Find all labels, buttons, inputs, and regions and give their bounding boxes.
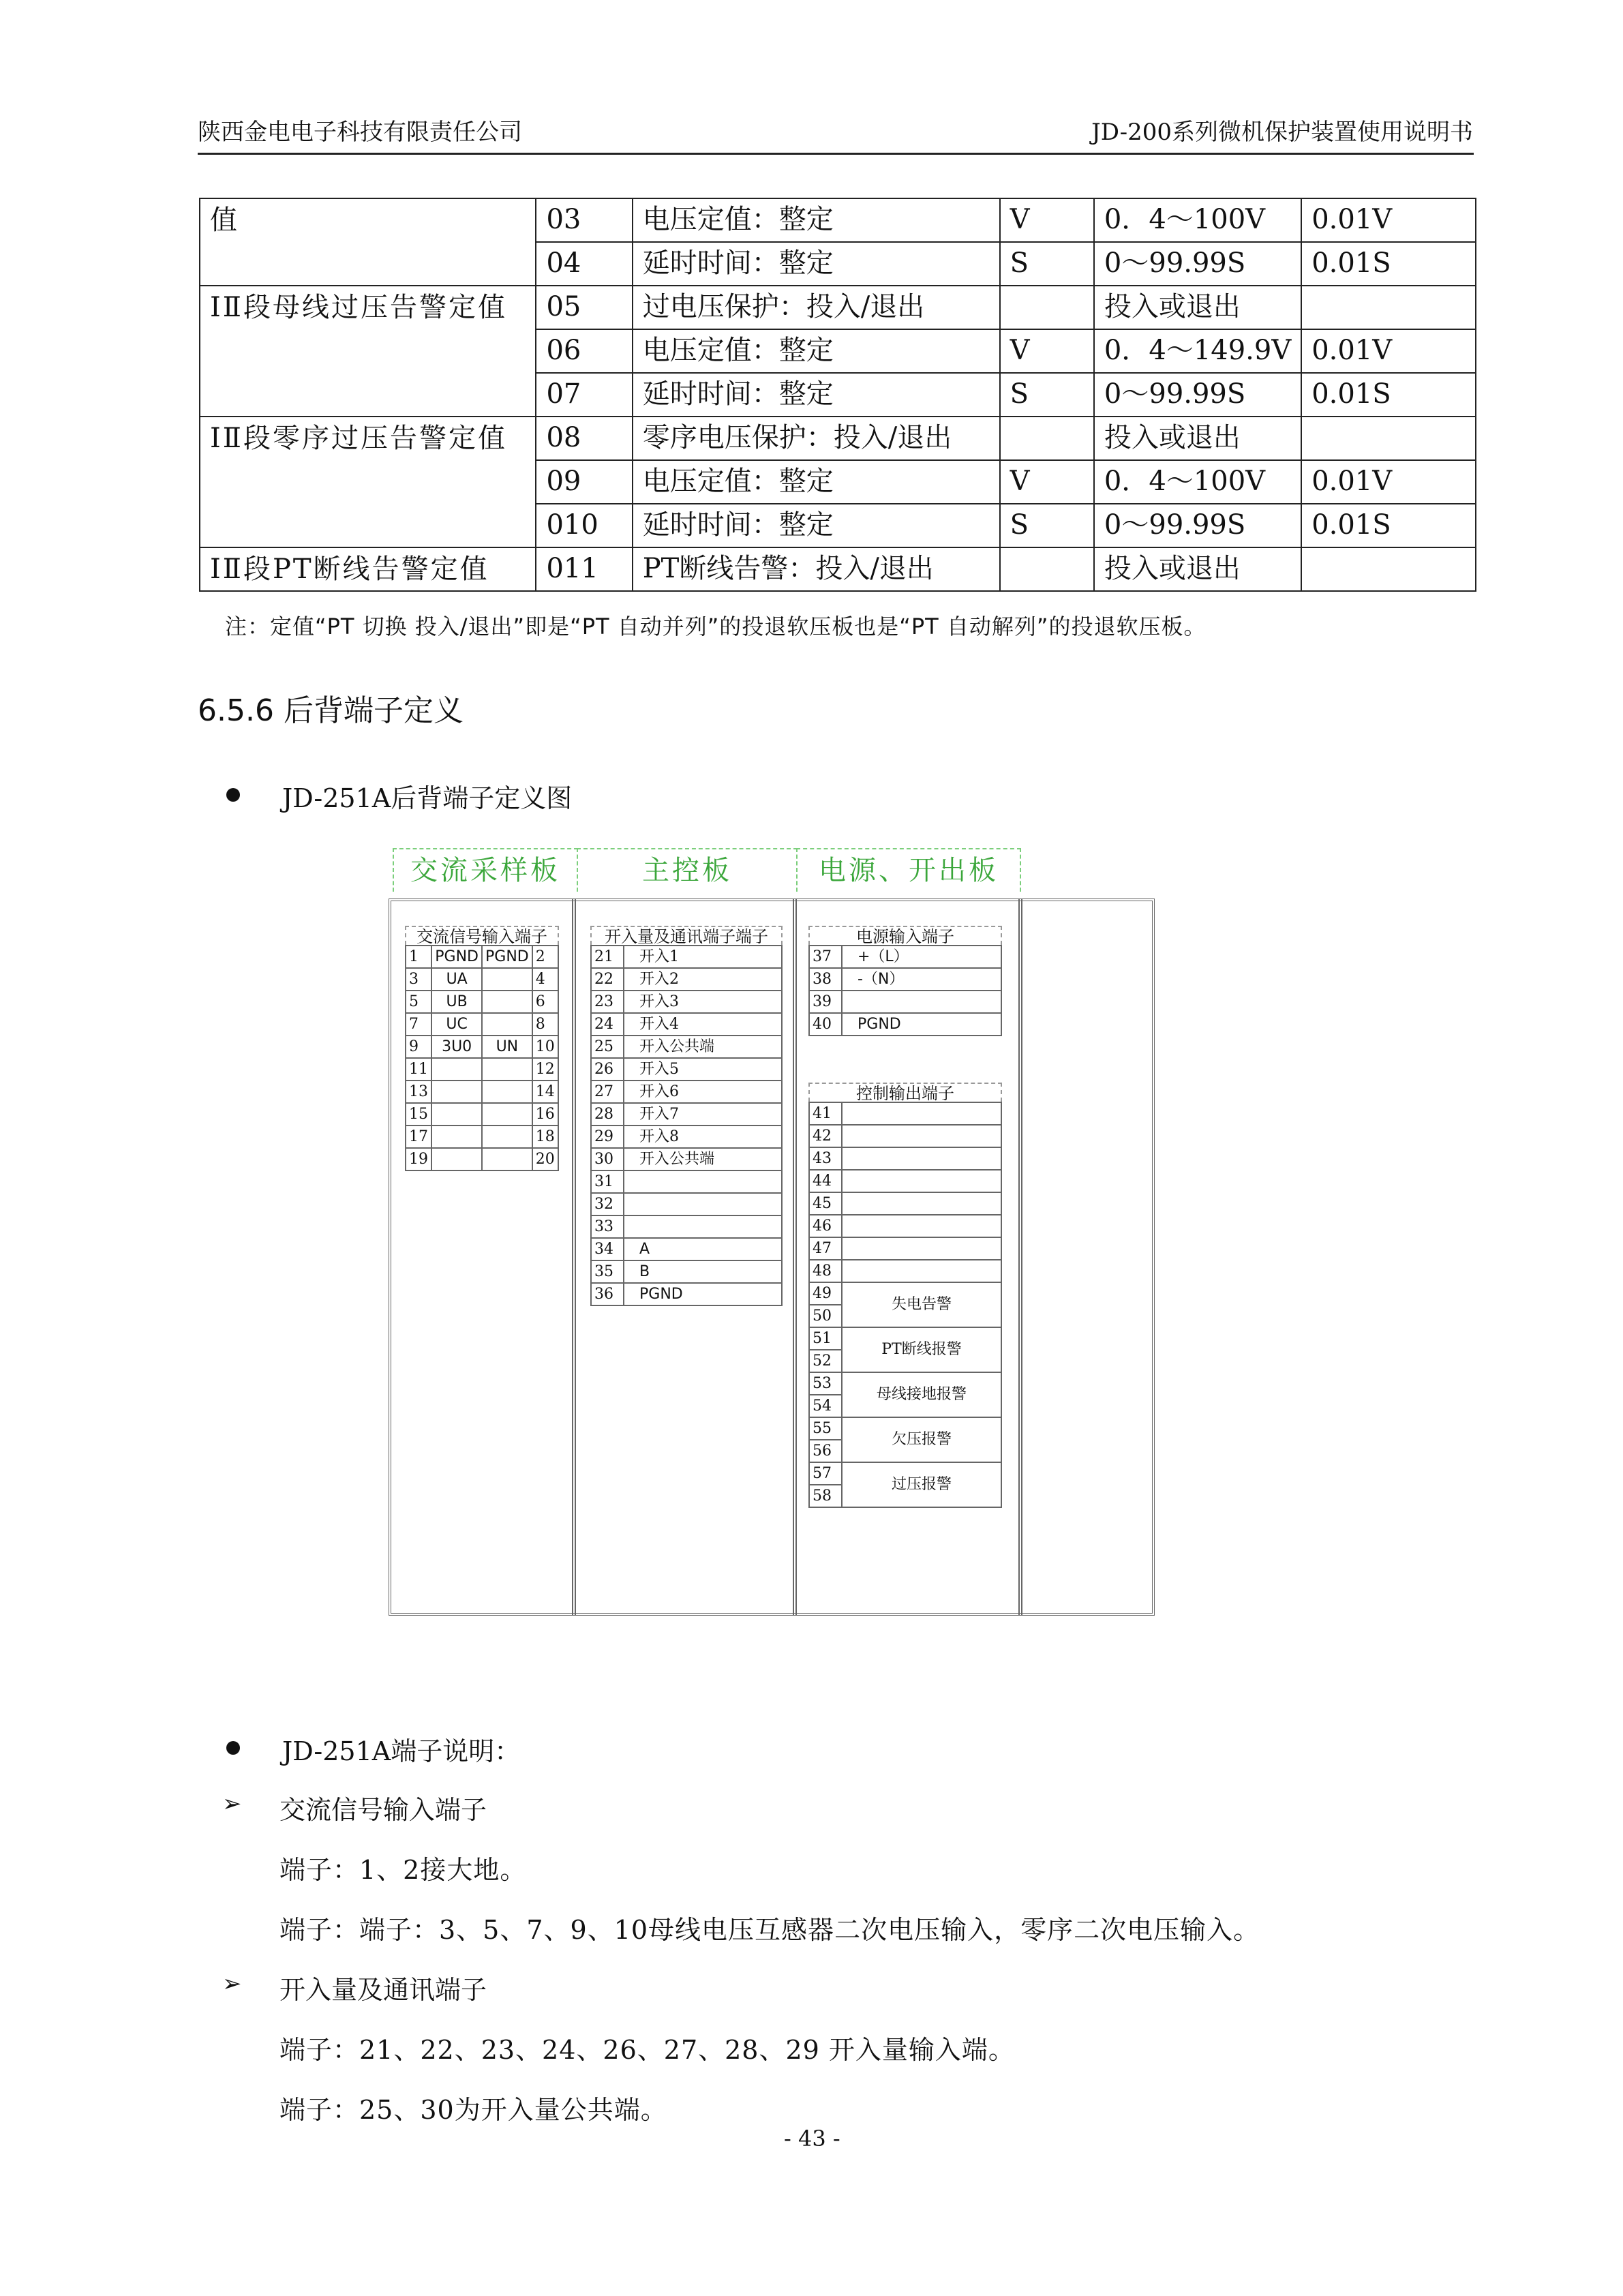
terminal-signal — [431, 1148, 482, 1170]
terminal-row — [809, 1372, 1001, 1395]
terminal-row — [591, 1148, 782, 1170]
terminal-number: 10 — [532, 1036, 558, 1058]
setting-unit: V — [1000, 329, 1094, 373]
terminal-description — [842, 1125, 1001, 1147]
terminal-number: 41 — [809, 1102, 842, 1125]
terminal-row — [809, 1260, 1001, 1282]
setting-group: ⅠⅡ段零序过压告警定值 — [200, 417, 536, 547]
terminal-description — [842, 1215, 1001, 1237]
terminal-description: +（L） — [842, 946, 1001, 968]
terminal-description: -（N） — [842, 968, 1001, 991]
setting-group: ⅠⅡ段PT断线告警定值 — [200, 547, 536, 591]
terminal-number: 35 — [591, 1260, 624, 1283]
terminal-signal: UC — [431, 1013, 482, 1036]
setting-step — [1301, 547, 1476, 591]
terminal-number: 6 — [532, 991, 558, 1013]
setting-range: 投入或退出 — [1094, 547, 1301, 591]
terminal-number: 48 — [809, 1260, 842, 1282]
control-output-terminals — [808, 1102, 1002, 1508]
setting-range: 0～99.99S — [1094, 242, 1301, 286]
subheading-io-comm: 开入量及通讯端子 — [279, 1975, 487, 2005]
setting-item: PT断线告警：投入/退出 — [633, 547, 1000, 591]
paragraph: 端子：1、2接大地。 — [279, 1855, 527, 1885]
setting-unit: V — [1000, 460, 1094, 504]
terminal-signal — [431, 1103, 482, 1126]
setting-item: 延时时间：整定 — [633, 504, 1000, 547]
terminal-row — [809, 1237, 1001, 1260]
terminal-number: 53 — [809, 1372, 842, 1395]
setting-code: 09 — [536, 460, 632, 504]
terminal-description: 开入2 — [624, 968, 782, 991]
paragraph: 端子：25、30为开入量公共端。 — [279, 2095, 667, 2125]
setting-item: 零序电压保护：投入/退出 — [633, 417, 1000, 460]
setting-group: 值 — [200, 198, 536, 286]
terminal-row — [591, 991, 782, 1013]
terminal-signal: UA — [431, 968, 482, 991]
terminal-number: 43 — [809, 1147, 842, 1170]
setting-item: 电压定值：整定 — [633, 198, 1000, 242]
setting-item: 延时时间：整定 — [633, 242, 1000, 286]
terminal-row — [591, 1238, 782, 1260]
section-title: 6.5.6 后背端子定义 — [198, 693, 464, 728]
terminal-number: 26 — [591, 1058, 624, 1081]
setting-item: 电压定值：整定 — [633, 329, 1000, 373]
terminal-description — [842, 1192, 1001, 1215]
terminal-description — [842, 1147, 1001, 1170]
terminal-number: 36 — [591, 1283, 624, 1305]
setting-group: ⅠⅡ段母线过压告警定值 — [200, 286, 536, 417]
terminal-row — [591, 1103, 782, 1126]
terminal-number: 5 — [406, 991, 431, 1013]
terminal-number: 44 — [809, 1170, 842, 1192]
terminal-row — [809, 1147, 1001, 1170]
terminal-row — [809, 1417, 1001, 1440]
terminal-number: 54 — [809, 1395, 842, 1417]
terminal-number: 31 — [591, 1170, 624, 1193]
board-label-power: 电源、开出板 — [796, 848, 1021, 892]
setting-code: 04 — [536, 242, 632, 286]
table-row — [200, 286, 1476, 329]
terminal-number: 12 — [532, 1058, 558, 1081]
control-output-title: 控制输出端子 — [808, 1083, 1002, 1102]
terminal-row — [809, 1192, 1001, 1215]
ac-input-title: 交流信号输入端子 — [405, 926, 559, 945]
terminal-row — [591, 946, 782, 968]
terminal-description — [624, 1193, 782, 1215]
power-input-title: 电源输入端子 — [808, 926, 1002, 945]
setting-code: 010 — [536, 504, 632, 547]
terminal-description: 开入公共端 — [624, 1036, 782, 1058]
terminal-number: 9 — [406, 1036, 431, 1058]
setting-step: 0.01V — [1301, 460, 1476, 504]
terminal-number: 33 — [591, 1215, 624, 1238]
setting-range: 0～99.99S — [1094, 504, 1301, 547]
terminal-number: 42 — [809, 1125, 842, 1147]
board-divider — [793, 898, 797, 1616]
terminal-number: 29 — [591, 1126, 624, 1148]
terminal-description: B — [624, 1260, 782, 1283]
board-label-ac: 交流采样板 — [393, 848, 578, 892]
board-divider — [1018, 898, 1022, 1616]
terminal-row — [809, 1462, 1001, 1485]
arrow-icon: ➢ — [222, 1970, 242, 1997]
terminal-signal — [482, 968, 532, 991]
terminal-row — [406, 1013, 558, 1036]
setting-range: 0．4～100V — [1094, 460, 1301, 504]
board-divider — [572, 898, 576, 1616]
setting-range: 0．4～100V — [1094, 198, 1301, 242]
terminal-row — [809, 1125, 1001, 1147]
terminal-number: 20 — [532, 1148, 558, 1170]
terminal-description: 欠压报警 — [842, 1417, 1001, 1462]
terminal-row — [406, 1081, 558, 1103]
terminal-row — [591, 1215, 782, 1238]
setting-code: 06 — [536, 329, 632, 373]
table-row — [200, 547, 1476, 591]
terminal-number: 4 — [532, 968, 558, 991]
terminal-number: 51 — [809, 1327, 842, 1350]
terminal-signal — [431, 1126, 482, 1148]
terminal-signal: PGND — [482, 946, 532, 968]
terminal-row — [809, 991, 1001, 1013]
setting-unit: V — [1000, 198, 1094, 242]
terminal-row — [406, 991, 558, 1013]
setting-step — [1301, 417, 1476, 460]
terminal-row — [809, 946, 1001, 968]
terminal-number: 19 — [406, 1148, 431, 1170]
header-divider — [198, 153, 1474, 155]
terminal-number: 49 — [809, 1282, 842, 1305]
terminal-number: 57 — [809, 1462, 842, 1485]
terminal-signal: UN — [482, 1036, 532, 1058]
setting-code: 05 — [536, 286, 632, 329]
terminal-signal — [482, 1103, 532, 1126]
terminal-number: 18 — [532, 1126, 558, 1148]
table-row — [200, 198, 1476, 242]
setting-unit — [1000, 547, 1094, 591]
terminal-number: 15 — [406, 1103, 431, 1126]
setting-code: 07 — [536, 373, 632, 417]
terminal-description: A — [624, 1238, 782, 1260]
setting-unit — [1000, 417, 1094, 460]
terminal-description: 开入公共端 — [624, 1148, 782, 1170]
terminal-number: 46 — [809, 1215, 842, 1237]
terminal-row — [809, 1215, 1001, 1237]
header-company: 陕西金电电子科技有限责任公司 — [198, 119, 522, 146]
terminal-signal — [431, 1058, 482, 1081]
setting-range: 投入或退出 — [1094, 417, 1301, 460]
io-comm-title: 开入量及通讯端子端子 — [590, 926, 783, 945]
terminal-description: 开入6 — [624, 1081, 782, 1103]
terminal-row — [591, 1013, 782, 1036]
setting-unit: S — [1000, 373, 1094, 417]
terminal-number: 8 — [532, 1013, 558, 1036]
paragraph: 端子：端子：3、5、7、9、10母线电压互感器二次电压输入，零序二次电压输入。 — [279, 1915, 1260, 1945]
terminal-number: 45 — [809, 1192, 842, 1215]
terminal-row — [406, 946, 558, 968]
terminal-row — [809, 1170, 1001, 1192]
terminal-row — [406, 968, 558, 991]
terminal-number: 17 — [406, 1126, 431, 1148]
arrow-icon: ➢ — [222, 1790, 242, 1817]
terminal-number: 7 — [406, 1013, 431, 1036]
terminal-number: 28 — [591, 1103, 624, 1126]
terminal-number: 50 — [809, 1305, 842, 1327]
terminal-description: 开入8 — [624, 1126, 782, 1148]
table-note: 注：定值“PT 切换 投入/退出”即是“PT 自动并列”的投退软压板也是“PT 自动解列”的投退软压板。 — [225, 614, 1207, 639]
terminal-number: 21 — [591, 946, 624, 968]
terminal-row — [406, 1148, 558, 1170]
terminal-number: 32 — [591, 1193, 624, 1215]
setting-code: 011 — [536, 547, 632, 591]
terminal-description — [624, 1170, 782, 1193]
terminal-signal — [482, 1058, 532, 1081]
terminal-number: 37 — [809, 946, 842, 968]
terminal-number: 47 — [809, 1237, 842, 1260]
terminal-number: 40 — [809, 1013, 842, 1036]
terminal-description — [842, 991, 1001, 1013]
terminal-row — [809, 1282, 1001, 1305]
terminal-number: 55 — [809, 1417, 842, 1440]
setting-range: 0～99.99S — [1094, 373, 1301, 417]
terminal-number: 58 — [809, 1485, 842, 1507]
terminal-number: 13 — [406, 1081, 431, 1103]
terminal-description: 开入3 — [624, 991, 782, 1013]
terminal-number: 27 — [591, 1081, 624, 1103]
terminal-number: 3 — [406, 968, 431, 991]
terminal-description: PGND — [842, 1013, 1001, 1036]
terminal-number: 25 — [591, 1036, 624, 1058]
setting-item: 电压定值：整定 — [633, 460, 1000, 504]
board-label-main: 主控板 — [577, 848, 798, 892]
power-input-terminals — [808, 945, 1002, 1036]
terminal-row — [809, 1013, 1001, 1036]
terminal-description: 开入7 — [624, 1103, 782, 1126]
setting-unit: S — [1000, 504, 1094, 547]
terminal-number: 2 — [532, 946, 558, 968]
setting-code: 08 — [536, 417, 632, 460]
setting-unit — [1000, 286, 1094, 329]
terminal-signal — [482, 1081, 532, 1103]
setting-step: 0.01S — [1301, 242, 1476, 286]
terminal-number: 34 — [591, 1238, 624, 1260]
terminal-number: 39 — [809, 991, 842, 1013]
terminal-signal: 3U0 — [431, 1036, 482, 1058]
terminal-row — [591, 1058, 782, 1081]
terminal-description: 开入5 — [624, 1058, 782, 1081]
terminal-number: 52 — [809, 1350, 842, 1372]
page-number: - 43 - — [784, 2126, 840, 2151]
terminal-description: 失电告警 — [842, 1282, 1001, 1327]
terminal-description — [842, 1170, 1001, 1192]
terminal-signal — [482, 1148, 532, 1170]
bullet-dot — [226, 1741, 240, 1755]
terminal-signal: PGND — [431, 946, 482, 968]
terminal-row — [591, 1170, 782, 1193]
settings-table — [199, 198, 1476, 592]
terminal-row — [406, 1103, 558, 1126]
subheading-ac-input: 交流信号输入端子 — [279, 1795, 487, 1825]
terminal-row — [809, 968, 1001, 991]
terminal-description — [624, 1215, 782, 1238]
terminal-number: 24 — [591, 1013, 624, 1036]
header-doc-title: JD-200系列微机保护装置使用说明书 — [1091, 119, 1473, 146]
terminal-row — [406, 1058, 558, 1081]
table-row — [200, 417, 1476, 460]
bullet-terminal-desc: JD-251A端子说明： — [282, 1736, 521, 1766]
terminal-description: 过压报警 — [842, 1462, 1001, 1507]
terminal-number: 1 — [406, 946, 431, 968]
setting-item: 过电压保护：投入/退出 — [633, 286, 1000, 329]
terminal-signal: UB — [431, 991, 482, 1013]
terminal-row — [591, 1193, 782, 1215]
terminal-number: 16 — [532, 1103, 558, 1126]
terminal-row — [591, 1260, 782, 1283]
setting-step — [1301, 286, 1476, 329]
terminal-signal — [482, 991, 532, 1013]
terminal-description — [842, 1237, 1001, 1260]
terminal-description — [842, 1260, 1001, 1282]
setting-item: 延时时间：整定 — [633, 373, 1000, 417]
terminal-number: 30 — [591, 1148, 624, 1170]
setting-range: 投入或退出 — [1094, 286, 1301, 329]
terminal-number: 11 — [406, 1058, 431, 1081]
terminal-row — [591, 1036, 782, 1058]
setting-step: 0.01V — [1301, 198, 1476, 242]
terminal-number: 38 — [809, 968, 842, 991]
terminal-number: 56 — [809, 1440, 842, 1462]
io-comm-terminals — [590, 945, 783, 1306]
bullet-dot — [226, 788, 240, 802]
setting-step: 0.01S — [1301, 373, 1476, 417]
setting-unit: S — [1000, 242, 1094, 286]
terminal-signal — [482, 1013, 532, 1036]
ac-input-terminals — [405, 945, 559, 1171]
terminal-number: 14 — [532, 1081, 558, 1103]
paragraph: 端子：21、22、23、24、26、27、28、29 开入量输入端。 — [279, 2035, 1015, 2065]
terminal-description — [842, 1102, 1001, 1125]
terminal-description: PT断线报警 — [842, 1327, 1001, 1372]
setting-range: 0．4～149.9V — [1094, 329, 1301, 373]
terminal-row — [591, 1283, 782, 1305]
terminal-number: 22 — [591, 968, 624, 991]
terminal-row — [591, 968, 782, 991]
terminal-description: 开入1 — [624, 946, 782, 968]
terminal-row — [406, 1036, 558, 1058]
terminal-row — [809, 1102, 1001, 1125]
terminal-row — [406, 1126, 558, 1148]
setting-step: 0.01V — [1301, 329, 1476, 373]
terminal-row — [591, 1126, 782, 1148]
setting-step: 0.01S — [1301, 504, 1476, 547]
setting-code: 03 — [536, 198, 632, 242]
terminal-row — [809, 1327, 1001, 1350]
bullet-diagram-title: JD-251A后背端子定义图 — [282, 783, 573, 813]
terminal-row — [591, 1081, 782, 1103]
terminal-signal — [431, 1081, 482, 1103]
terminal-description: 母线接地报警 — [842, 1372, 1001, 1417]
terminal-description: 开入4 — [624, 1013, 782, 1036]
terminal-number: 23 — [591, 991, 624, 1013]
terminal-signal — [482, 1126, 532, 1148]
terminal-description: PGND — [624, 1283, 782, 1305]
